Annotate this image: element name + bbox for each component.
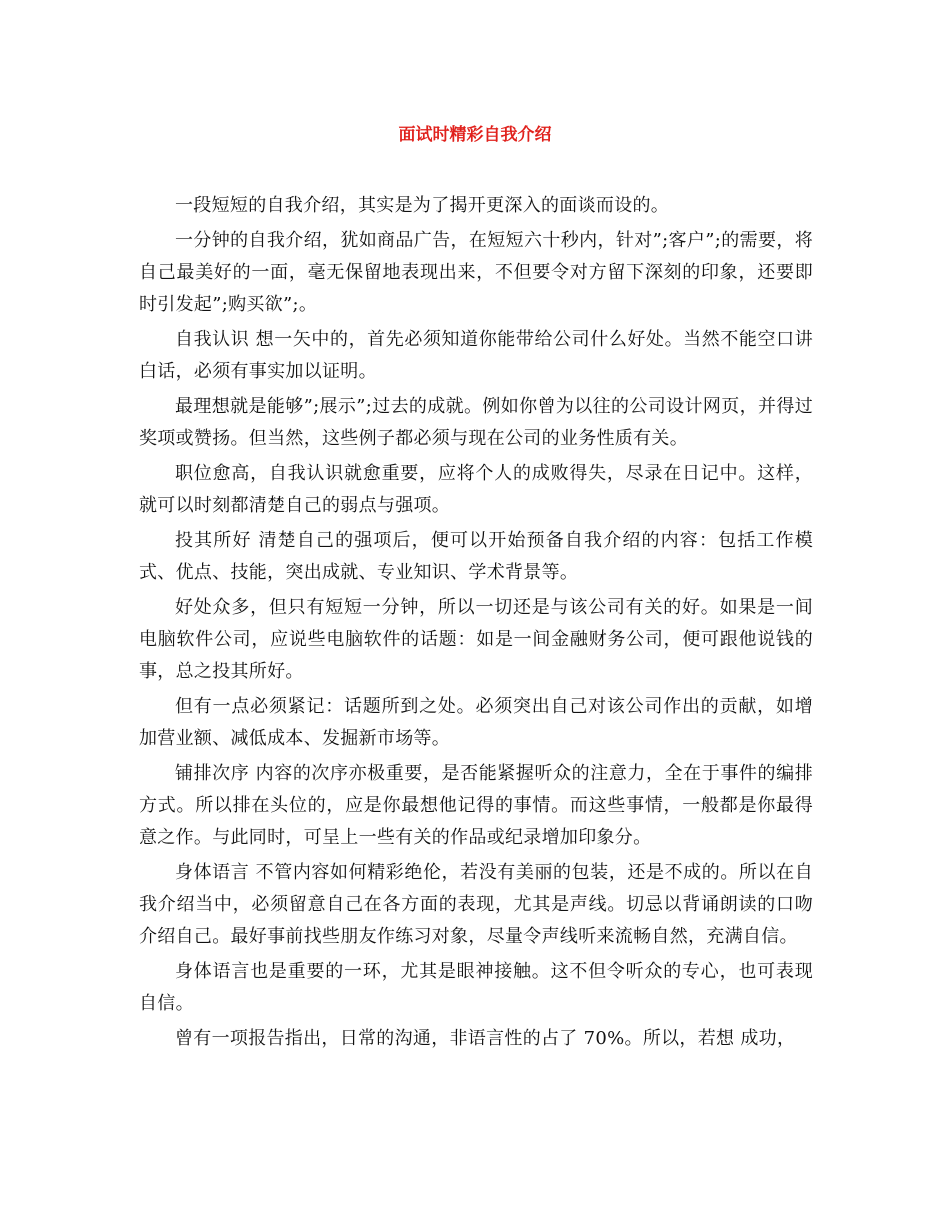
- document-title: 面试时精彩自我介绍: [398, 125, 552, 145]
- paragraph: 身体语言也是重要的一环，尤其是眼神接触。这不但令听众的专心，也可表现自信。: [139, 961, 813, 1014]
- paragraph: 曾有一项报告指出，日常的沟通，非语言性的占了 70%。所以，若想 成功，: [175, 1028, 796, 1049]
- paragraph: 最理想就是能够”;展示”;过去的成就。例如你曾为以往的公司设计网页，并得过奖项或赞扬。但当然，这些例子都必须与现在公司的业务性质有关。: [139, 396, 813, 449]
- paragraph: 一段短短的自我介绍，其实是为了揭开更深入的面谈而设的。: [175, 195, 670, 216]
- paragraph: 投其所好 清楚自己的强项后，便可以开始预备自我介绍的内容：包括工作模式、优点、技能，突出成就、专业知识、学术背景等。: [139, 530, 813, 583]
- paragraph: 铺排次序 内容的次序亦极重要，是否能紧握听众的注意力，全在于事件的编排方式。所以排在头位的，应是你最想他记得的事情。而这些事情，一般都是你最得意之作。与此同时，可呈上一些有关的作品或纪录增加印象分。: [139, 763, 813, 848]
- paragraph: 好处众多，但只有短短一分钟，所以一切还是与该公司有关的好。如果是一间电脑软件公司，应说些电脑软件的话题：如是一间金融财务公司，便可跟他说钱的事，总之投其所好。: [139, 597, 813, 682]
- document-body: [139, 190, 813, 1058]
- paragraph: 一分钟的自我介绍，犹如商品广告，在短短六十秒内，针对”;客户”;的需要，将自己最美好的一面，毫无保留地表现出来，不但要令对方留下深刻的印象，还要即时引发起”;购买欲”;。: [139, 230, 813, 315]
- paragraph: 职位愈高，自我认识就愈重要，应将个人的成败得失，尽录在日记中。这样，就可以时刻都清楚自己的弱点与强项。: [139, 463, 813, 516]
- paragraph: 但有一点必须紧记：话题所到之处。必须突出自己对该公司作出的贡献，如增加营业额、减低成本、发掘新市场等。: [139, 696, 813, 749]
- paragraph: 身体语言 不管内容如何精彩绝伦，若没有美丽的包装，还是不成的。所以在自我介绍当中，必须留意自己在各方面的表现，尤其是声线。切忌以背诵朗读的口吻介绍自己。最好事前找些朋友作练习对象，尽量令声线听来流畅自然，充满自信。: [139, 862, 813, 947]
- paragraph: 自我认识 想一矢中的，首先必须知道你能带给公司什么好处。当然不能空口讲白话，必须有事实加以证明。: [139, 329, 813, 382]
